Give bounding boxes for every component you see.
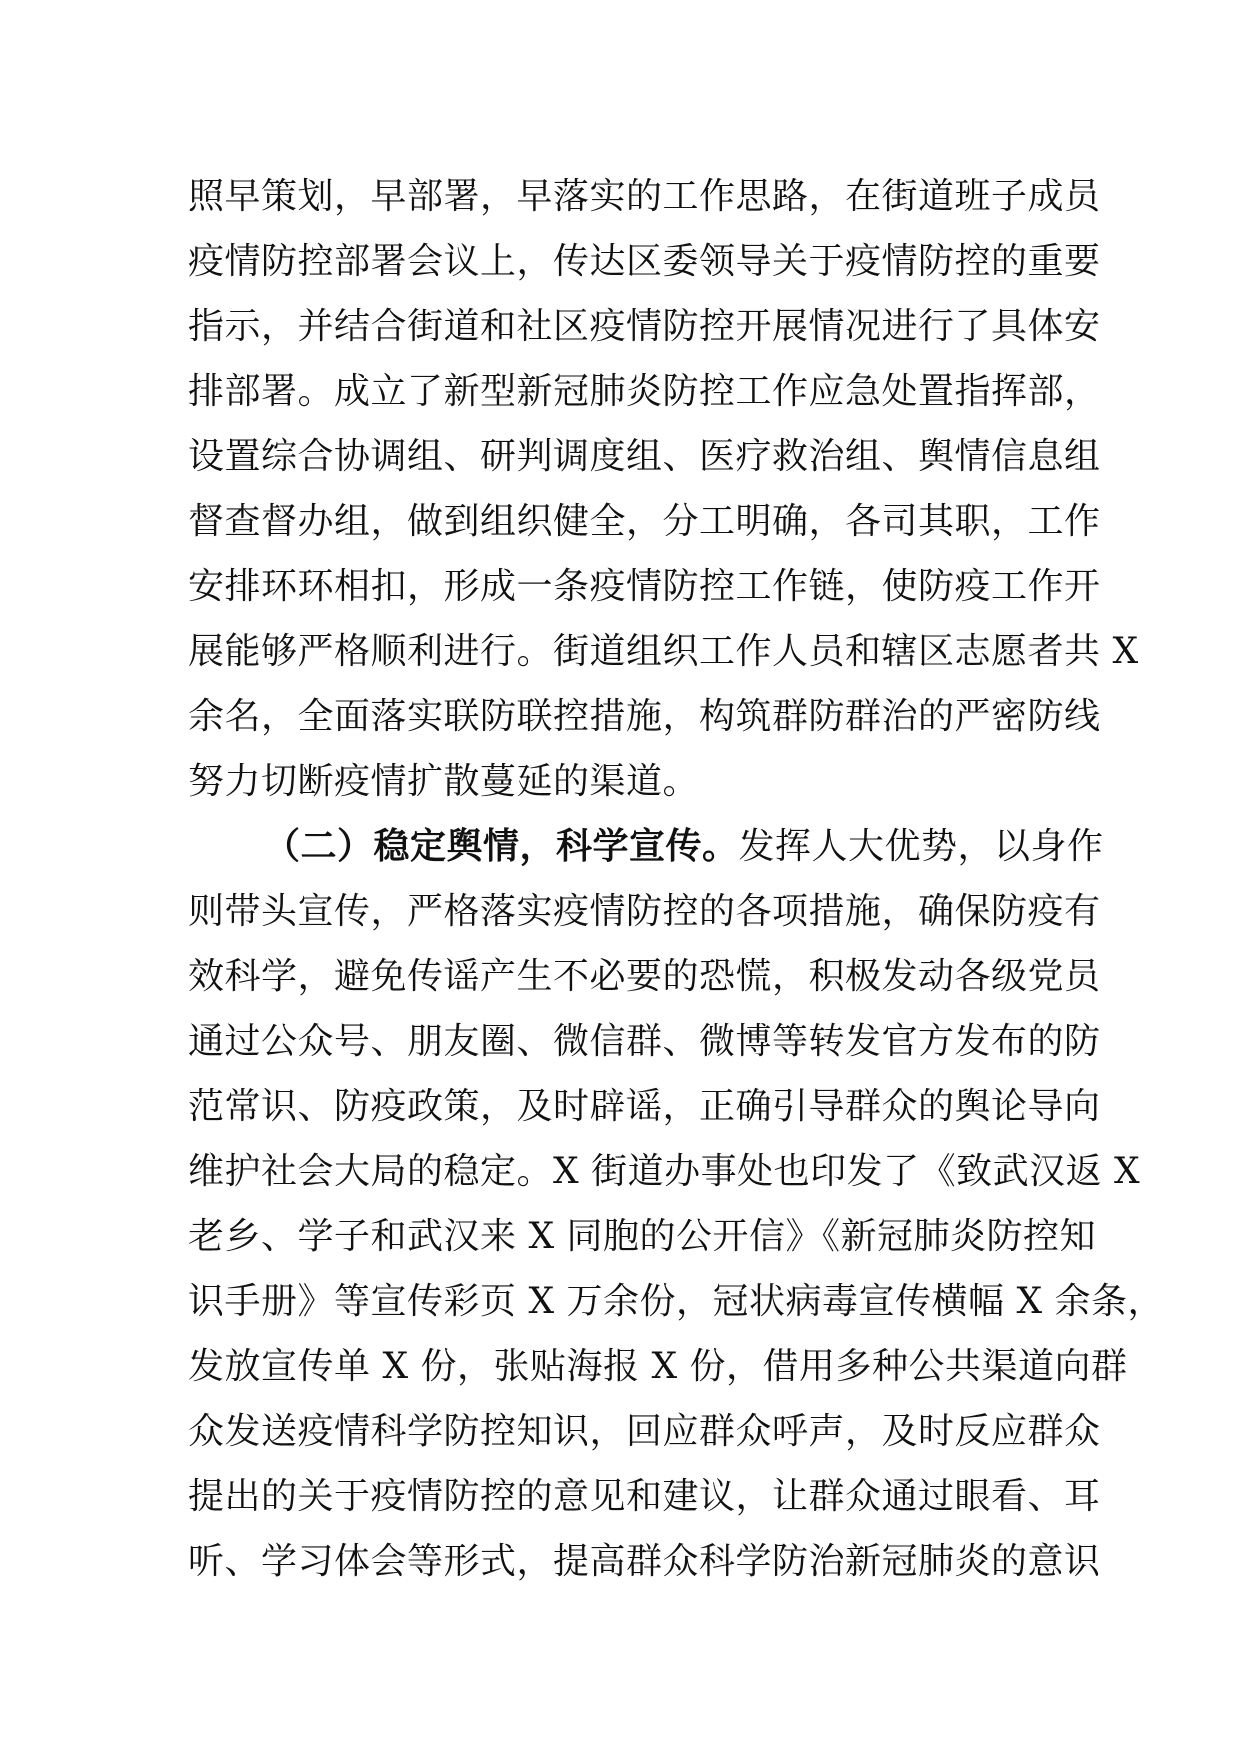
section-heading: （二）稳定舆情，科学宣传。 xyxy=(264,825,739,867)
text-line: 余名，全面落实联防联控措施，构筑群防群治的严密防线 xyxy=(188,696,1101,737)
text-line: 范常识、防疫政策，及时辟谣，正确引导群众的舆论导向 xyxy=(188,1086,1101,1127)
text-line: 发放宣传单 X 份，张贴海报 X 份，借用多种公共渠道向群 xyxy=(188,1346,1128,1387)
text-line: 排部署。成立了新型新冠肺炎防控工作应急处置指挥部， xyxy=(188,371,1101,412)
text-line: 设置综合协调组、研判调度组、医疗救治组、舆情信息组 xyxy=(188,436,1101,477)
text-line: 指示，并结合街道和社区疫情防控开展情况进行了具体安 xyxy=(188,306,1101,347)
text-line: 老乡、学子和武汉来 X 同胞的公开信》《新冠肺炎防控知 xyxy=(188,1216,1097,1257)
text-line: 展能够严格顺利进行。街道组织工作人员和辖区志愿者共 X xyxy=(188,631,1139,672)
document-body xyxy=(188,164,1165,1594)
text-run: 发挥人大优势，以身作 xyxy=(738,826,1104,867)
text-line: 众发送疫情科学防控知识，回应群众呼声，及时反应群众 xyxy=(188,1411,1101,1452)
paragraph-1 xyxy=(188,164,1139,814)
text-line: 提出的关于疫情防控的意见和建议，让群众通过眼看、耳 xyxy=(188,1476,1101,1517)
text-line: 疫情防控部署会议上，传达区委领导关于疫情防控的重要 xyxy=(188,241,1101,282)
text-line: 听、学习体会等形式，提高群众科学防治新冠肺炎的意识 xyxy=(188,1541,1101,1582)
text-line: 照早策划，早部署，早落实的工作思路，在街道班子成员 xyxy=(188,176,1101,217)
paragraph-2 xyxy=(188,814,1165,1594)
text-line: 效科学，避免传谣产生不必要的恐慌，积极发动各级党员 xyxy=(188,956,1101,997)
text-line: 则带头宣传，严格落实疫情防控的各项措施，确保防疫有 xyxy=(188,891,1101,932)
text-line: 努力切断疫情扩散蔓延的渠道。 xyxy=(188,761,700,802)
text-line: 安排环环相扣，形成一条疫情防控工作链，使防疫工作开 xyxy=(188,566,1101,607)
text-line: 识手册》等宣传彩页 X 万余份，冠状病毒宣传横幅 X 余条， xyxy=(188,1281,1165,1322)
text-line: 督查督办组，做到组织健全，分工明确，各司其职，工作 xyxy=(188,501,1101,542)
section-heading-line xyxy=(188,814,1104,879)
text-line: 通过公众号、朋友圈、微信群、微博等转发官方发布的防 xyxy=(188,1021,1101,1062)
text-line: 维护社会大局的稳定。X 街道办事处也印发了《致武汉返 X xyxy=(188,1151,1141,1192)
